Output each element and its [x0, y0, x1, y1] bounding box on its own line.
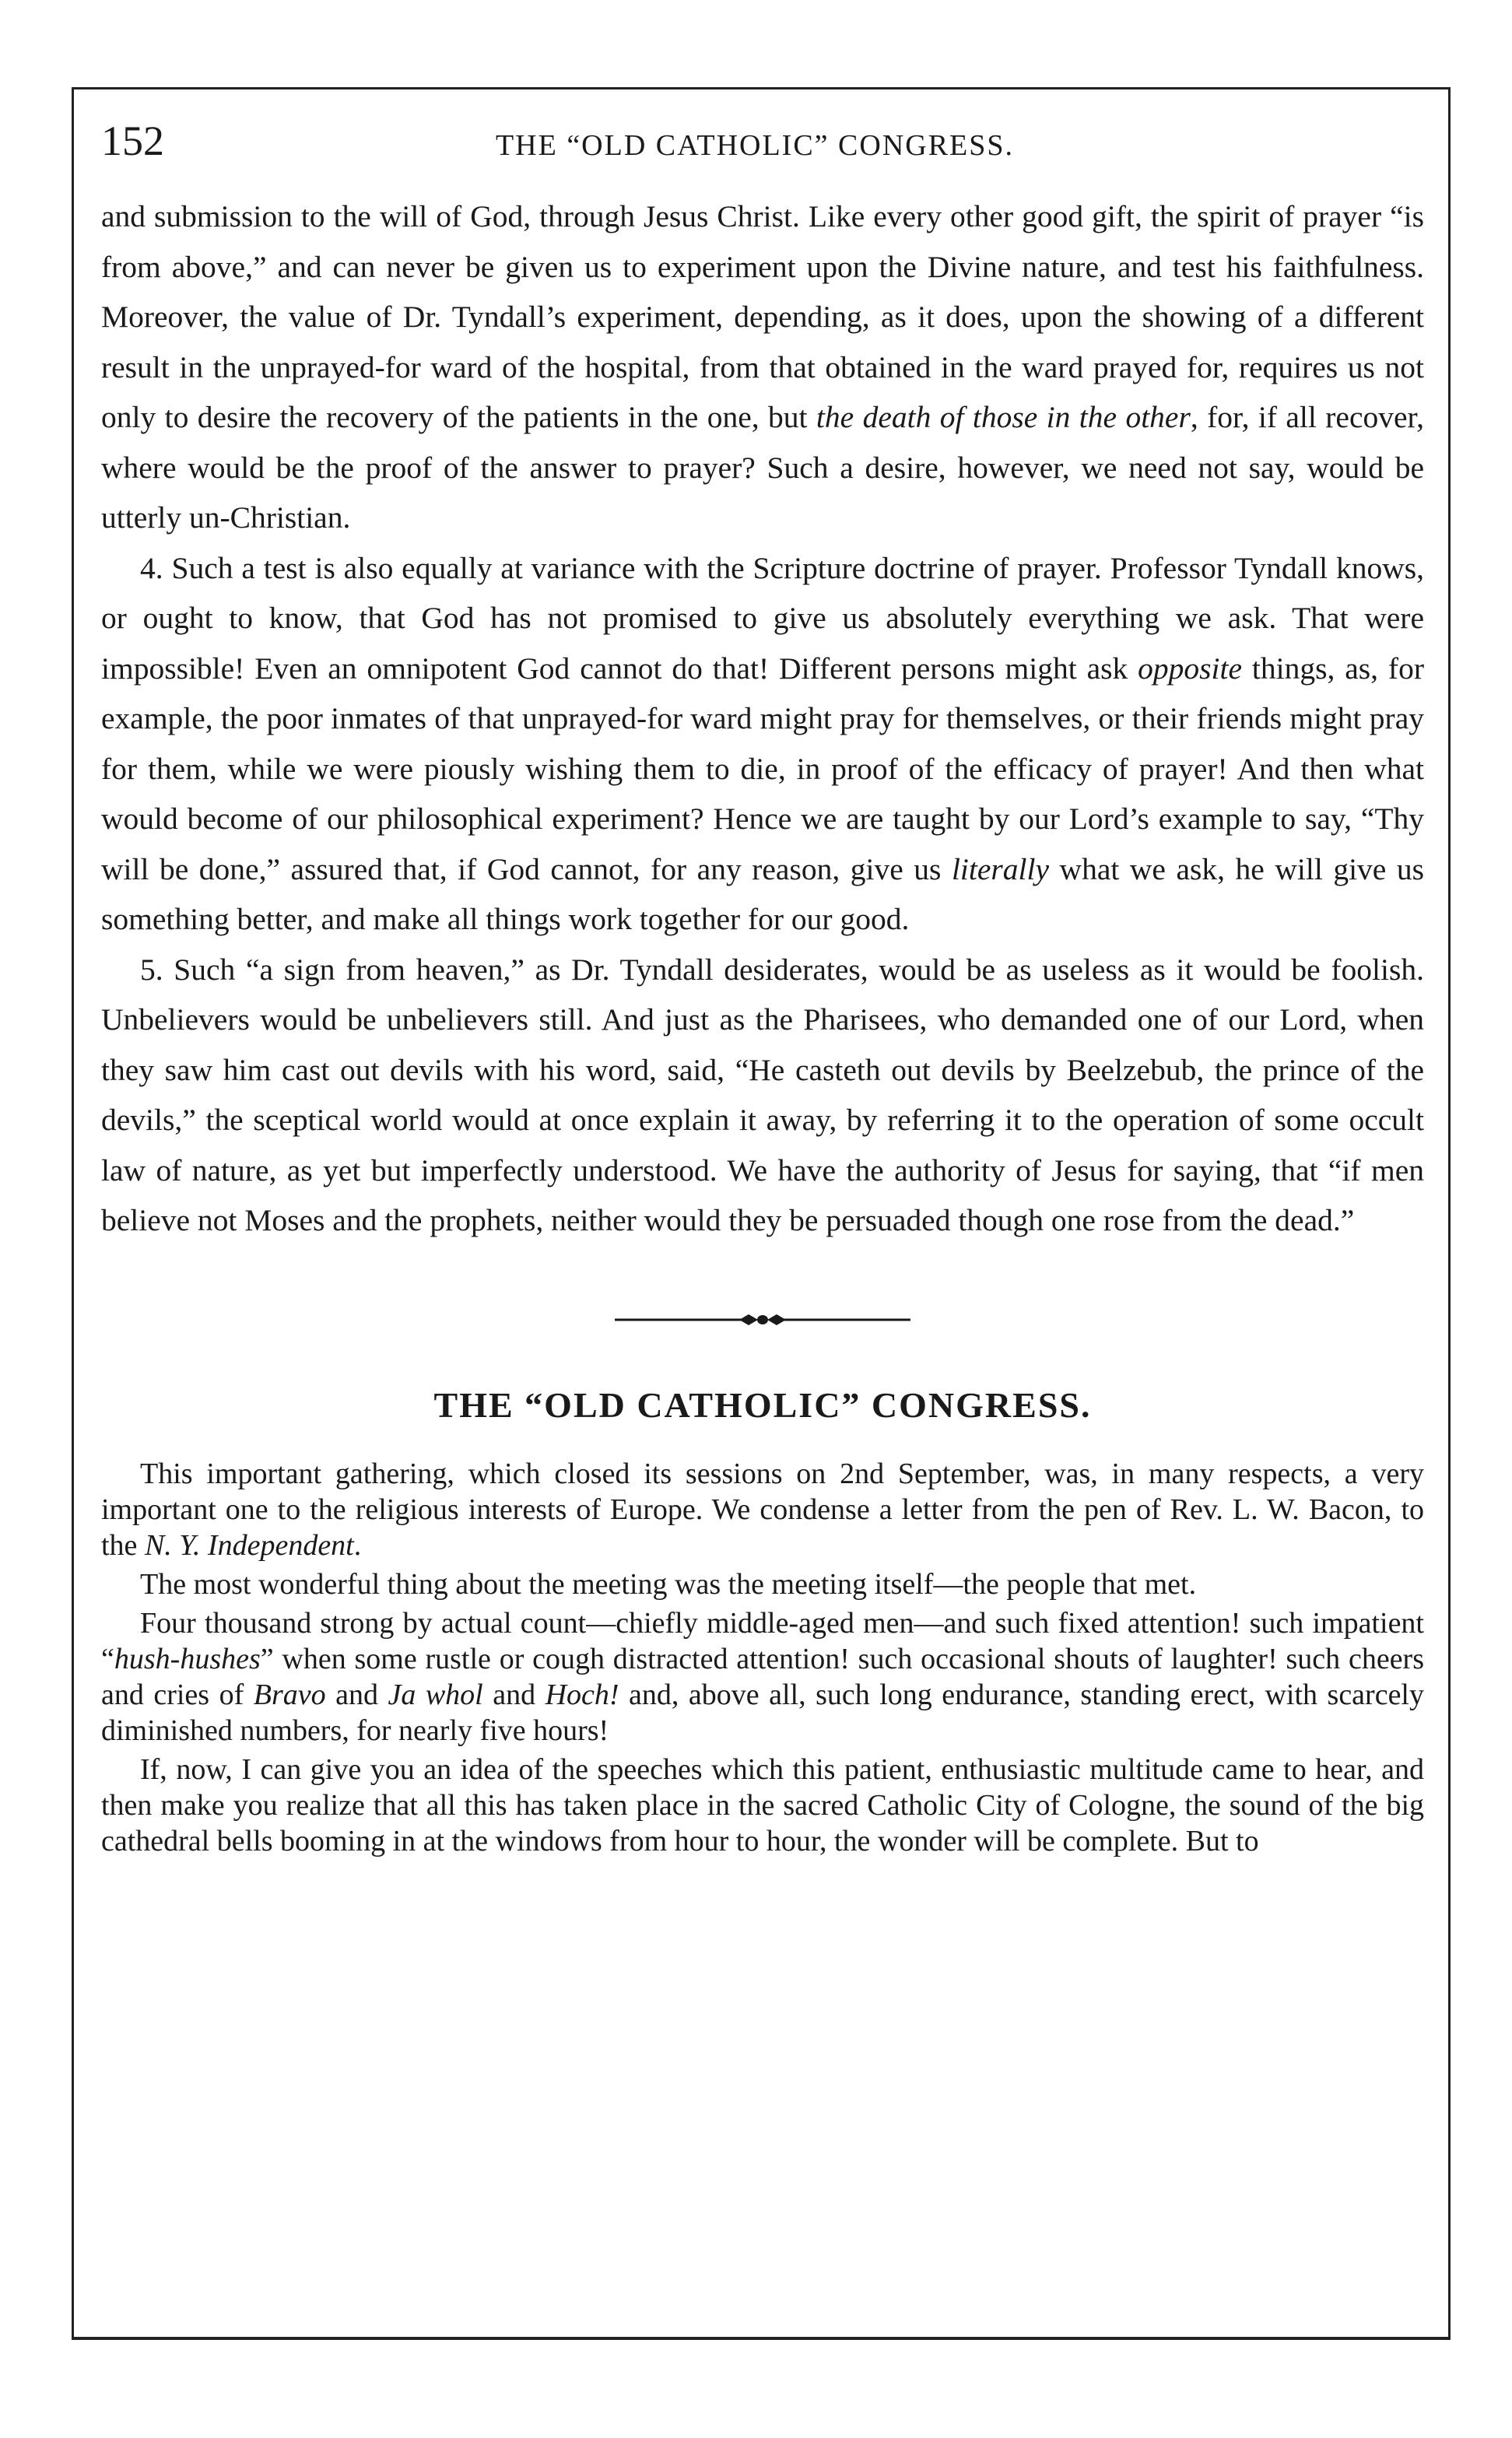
ornament-rule-icon — [615, 1308, 910, 1331]
report-paragraph-1 — [101, 1456, 1424, 1563]
text-run: things, as, for example, the poor inmates of that unprayed-for ward might pray for themselves, or their friends might pray for them, while we were piously wishing them to die, in proof of the efficacy of prayer! And then what would become of our philosophical experiment? Hence we are taught by our Lord’s example to say, “Thy will be done,” assured that, if God cannot, for any reason, give us — [101, 651, 1424, 886]
text-run: , for, if all recover, where would be the proof of the answer to prayer? Such a desire, however, we need not say, would be utterly un-Christian. — [101, 400, 1424, 535]
text-run: ” when some rustle or cough distracted attention! such occasional shouts of laughter! such cheers and cries of — [101, 1642, 1424, 1711]
article-paragraph-2 — [101, 543, 1424, 945]
running-title: THE “OLD CATHOLIC” CONGRESS. — [495, 129, 1015, 162]
italic-run: hush-hushes — [114, 1642, 261, 1675]
italic-run: literally — [951, 851, 1050, 886]
section-heading: THE “OLD CATHOLIC” CONGRESS. — [433, 1384, 1092, 1425]
italic-run: N. Y. Independent — [144, 1528, 354, 1562]
italic-run: the death of those in the other — [816, 400, 1191, 434]
text-run: The most wonderful thing about the meeting was the meeting itself—the people that met. — [140, 1567, 1197, 1601]
text-run: and submission to the will of God, through Jesus Christ. Like every other good gift, the spirit of prayer “is from above,” and can never be given us to experiment upon the Divine nature, and test his faithfulness. Moreover, the value of Dr. Tyndall’s experiment, depending, as it does, upon the showing of a different result in the unprayed-for ward of the hospital, from that obtained in the ward prayed for, requires us not only to desire the recovery of the patients in the one, but — [101, 199, 1424, 434]
text-run: and — [325, 1678, 388, 1711]
text-run: and — [482, 1678, 546, 1711]
article-continuation — [101, 191, 1424, 1246]
congress-report — [101, 1456, 1424, 1859]
italic-run: Bravo — [253, 1678, 326, 1711]
text-run: This important gathering, which closed its sessions on 2nd September, was, in many respects, a very important one to the religious interests of Europe. We condense a letter from the pen of Rev. L. W. Bacon, to the — [101, 1457, 1424, 1562]
page-content — [101, 117, 1424, 1859]
text-run: 5. Such “a sign from heaven,” as Dr. Tyndall desiderates, would be as useless as it would be foolish. Unbelievers would be unbelievers still. And just as the Pharisees, who demanded one of our Lord, when they saw him cast out devils with his word, said, “He casteth out devils by Beelzebub, the prince of the devils,” the sceptical world would at once explain it away, by referring it to the operation of some occult law of nature, as yet but imperfectly understood. We have the authority of Jesus for saying, that “if men believe not Moses and the prophets, neither would they be persuaded though one rose from the dead.” — [101, 952, 1424, 1237]
article-paragraph-1 — [101, 191, 1424, 543]
text-run: what we ask, he will give us something better, and make all things work together for our good. — [101, 851, 1424, 936]
page-number: 152 — [101, 118, 164, 164]
report-paragraph-2 — [101, 1566, 1424, 1602]
text-run: 4. Such a test is also equally at variance with the Scripture doctrine of prayer. Professor Tyndall knows, or ought to know, that God has not promised to give us absolutely everything we ask. That were impossible! Even an omnipotent God cannot do that! Different persons might ask — [101, 550, 1424, 686]
italic-run: Hoch! — [545, 1678, 619, 1711]
running-head — [101, 117, 1424, 191]
italic-run: Ja whol — [388, 1678, 483, 1711]
report-paragraph-3 — [101, 1605, 1424, 1749]
text-run: . — [353, 1528, 362, 1562]
italic-run: opposite — [1138, 651, 1243, 686]
article-paragraph-3 — [101, 945, 1424, 1246]
text-run: Four thousand strong by actual count—chiefly middle-aged men—and such fixed attention! such impatient “ — [101, 1606, 1424, 1675]
text-run: If, now, I can give you an idea of the speeches which this patient, enthusiastic multitude came to hear, and then make you realize that all this has taken place in the sacred Catholic City of Cologne, the sound of the big cathedral bells booming in at the windows from hour to hour, the wonder will be complete. But to — [101, 1752, 1424, 1857]
section-divider-ornament — [101, 1261, 1424, 1378]
text-run: and, above all, such long endurance, standing erect, with scarcely diminished numbers, for nearly five hours! — [101, 1678, 1424, 1747]
report-paragraph-4 — [101, 1752, 1424, 1859]
